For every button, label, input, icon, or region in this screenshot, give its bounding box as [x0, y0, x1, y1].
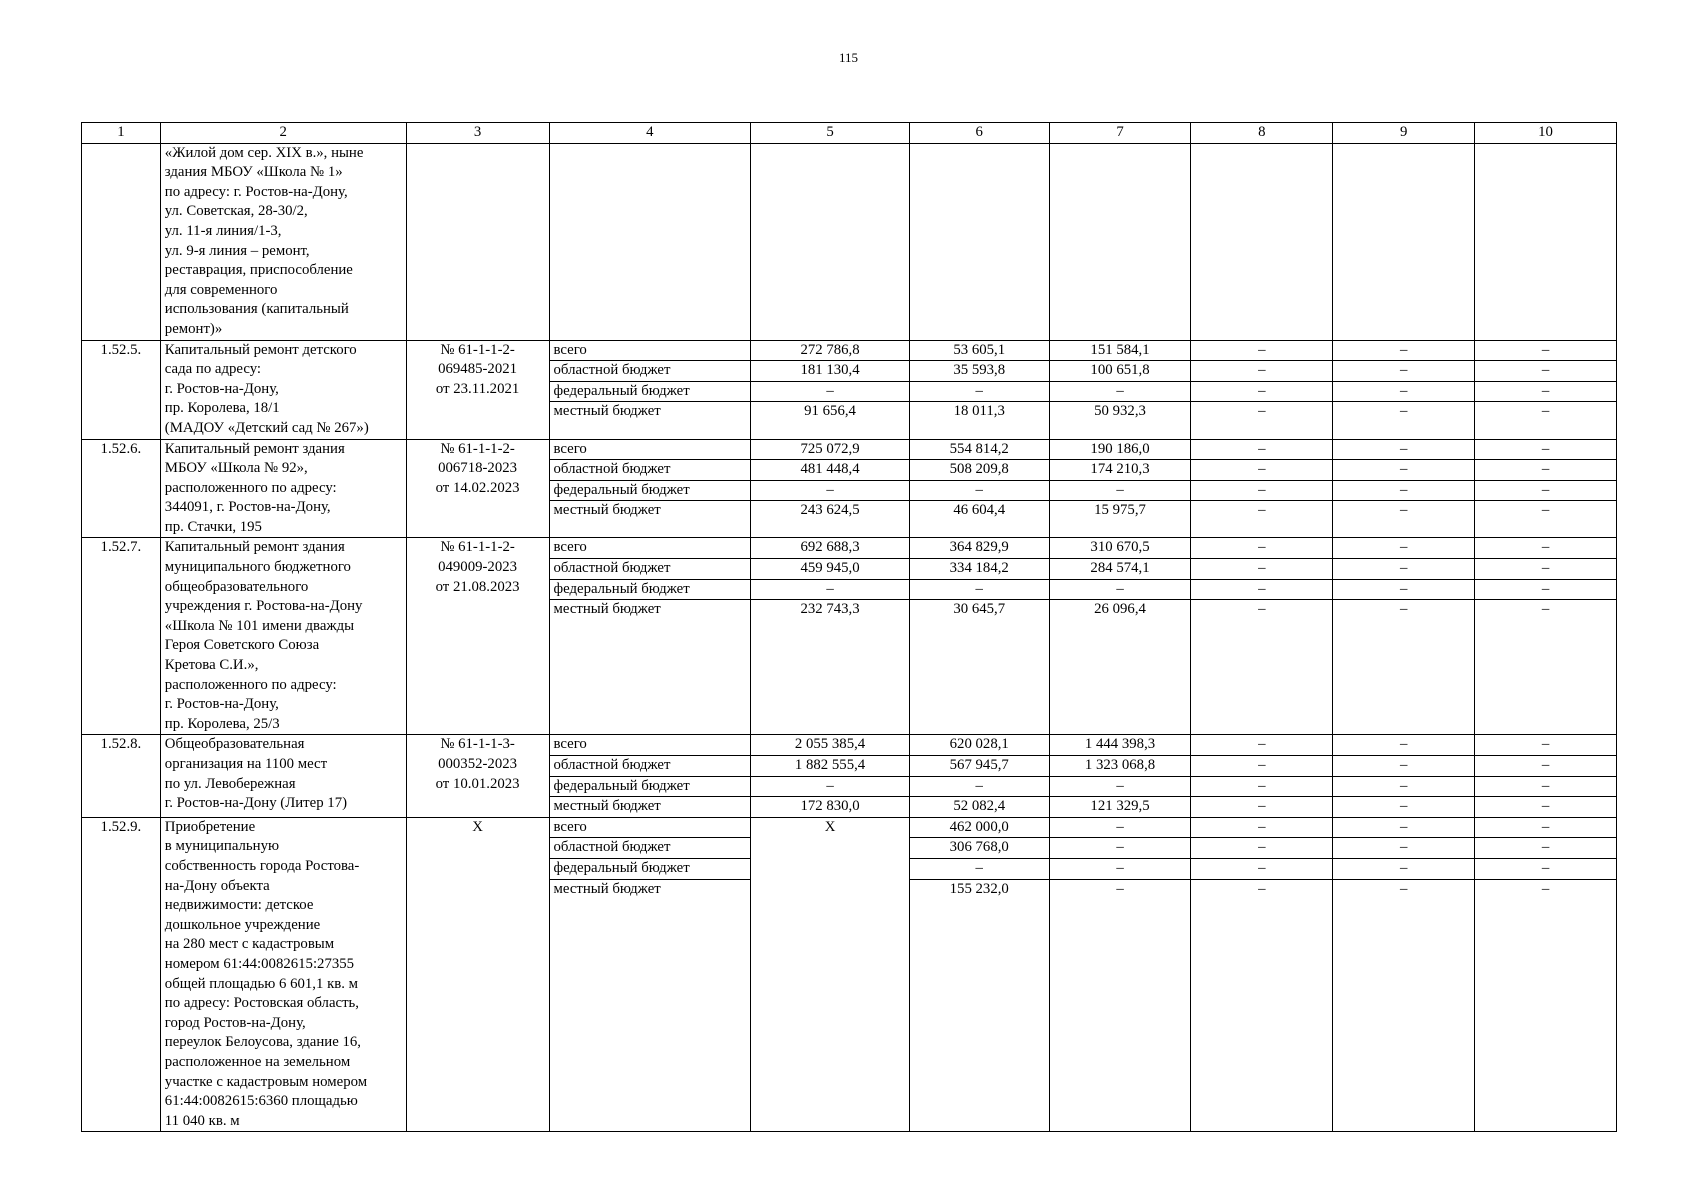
column-header: 10 [1475, 123, 1617, 144]
amount-value: – [1399, 440, 1408, 457]
column-header: 6 [909, 123, 1049, 144]
amount-cell [1049, 817, 1191, 1132]
amount-value: – [751, 579, 909, 600]
amount-value: – [1050, 879, 1191, 900]
column-header: 3 [406, 123, 549, 144]
amount-value: – [1541, 539, 1550, 556]
budget-source-label: областной бюджет [550, 837, 751, 858]
budget-source-label: всего [553, 341, 587, 358]
object-description: «Жилой дом сер. XIX в.», ныне здания МБОУ «Школа № 1» по адресу: г. Ростов-на-Дону, ул. Советская, 28-30/2, ул. 11-я линия/1-3, ул. 9-я линия – ремонт, реставрация, приспособление для современного использования (капитальный ремонт)» [160, 143, 406, 340]
amount-cell-merged: Х [751, 817, 910, 1132]
amount-cell [751, 340, 910, 439]
amount-value: – [1399, 736, 1408, 753]
budget-source-label: областной бюджет [550, 360, 751, 381]
amount-value: – [1050, 480, 1191, 501]
amount-value: – [1399, 818, 1408, 835]
amount-value: – [1191, 500, 1332, 521]
amount-value: – [1475, 776, 1616, 797]
budget-source-label: областной бюджет [550, 755, 751, 776]
amount-cell [1333, 340, 1475, 439]
amount-value: – [1333, 360, 1474, 381]
amount-value: 50 932,3 [1050, 401, 1191, 422]
amount-value: 725 072,9 [800, 440, 860, 457]
amount-value: 18 011,3 [910, 401, 1049, 422]
table-row [82, 735, 1617, 817]
item-number: 1.52.6. [82, 439, 161, 538]
table-row [82, 340, 1617, 439]
amount-cell [1333, 538, 1475, 735]
amount-cell [1191, 817, 1333, 1132]
amount-value: – [1333, 500, 1474, 521]
amount-value: – [1475, 858, 1616, 879]
table-row [82, 439, 1617, 538]
document-number: № 61-1-1-2- 069485-2021 от 23.11.2021 [406, 340, 549, 439]
amount-value: 232 743,3 [751, 599, 909, 620]
amount-value: – [1333, 837, 1474, 858]
amount-value: – [1475, 579, 1616, 600]
amount-value: – [1050, 837, 1191, 858]
amount-value: – [1541, 440, 1550, 457]
empty-cell [549, 143, 751, 340]
document-number: № 61-1-1-2- 006718-2023 от 14.02.2023 [406, 439, 549, 538]
header-row [82, 123, 1617, 144]
amount-value: – [1333, 858, 1474, 879]
amount-value: – [1191, 858, 1332, 879]
amount-cell [1333, 735, 1475, 817]
document-number: № 61-1-1-2- 049009-2023 от 21.08.2023 [406, 538, 549, 735]
amount-cell [1475, 439, 1617, 538]
column-header: 5 [751, 123, 910, 144]
amount-value: – [1258, 736, 1266, 753]
amount-cell [1191, 439, 1333, 538]
budget-source-cell [549, 538, 751, 735]
amount-value: – [1191, 360, 1332, 381]
budget-source-label: федеральный бюджет [550, 480, 751, 501]
amount-cell [1475, 538, 1617, 735]
object-description: Капитальный ремонт детского сада по адресу: г. Ростов-на-Дону, пр. Королева, 18/1 (МАДОУ «Детский сад № 267») [160, 340, 406, 439]
amount-value: – [1191, 879, 1332, 900]
column-header: 2 [160, 123, 406, 144]
amount-value: – [1333, 879, 1474, 900]
amount-value: – [910, 381, 1049, 402]
budget-source-label: областной бюджет [550, 558, 751, 579]
amount-cell [1475, 817, 1617, 1132]
item-number: 1.52.7. [82, 538, 161, 735]
amount-value: 554 814,2 [949, 440, 1009, 457]
amount-value: 190 186,0 [1090, 440, 1150, 457]
amount-value: 181 130,4 [751, 360, 909, 381]
amount-value: – [751, 381, 909, 402]
amount-cell [1049, 340, 1191, 439]
object-description: Капитальный ремонт здания МБОУ «Школа № 92», расположенного по адресу: 344091, г. Ростов-на-Дону, пр. Стачки, 195 [160, 439, 406, 538]
amount-value: – [1541, 341, 1550, 358]
page-number: 115 [838, 50, 859, 65]
amount-value: 508 209,8 [910, 459, 1049, 480]
amount-value: – [1191, 579, 1332, 600]
amount-value: – [1475, 459, 1616, 480]
amount-cell [1333, 439, 1475, 538]
amount-value: – [1475, 360, 1616, 381]
amount-value: 35 593,8 [910, 360, 1049, 381]
amount-value: – [751, 480, 909, 501]
amount-cell [1191, 538, 1333, 735]
column-header: 1 [82, 123, 161, 144]
empty-cell [1191, 143, 1333, 340]
amount-value: – [1475, 796, 1616, 817]
amount-value: – [1541, 818, 1550, 835]
amount-value: 459 945,0 [751, 558, 909, 579]
amount-value: – [1191, 599, 1332, 620]
amount-value: – [751, 776, 909, 797]
amount-value: – [1475, 837, 1616, 858]
amount-value: – [1333, 480, 1474, 501]
amount-value: 91 656,4 [751, 401, 909, 422]
amount-value: – [1050, 858, 1191, 879]
amount-value: – [1191, 755, 1332, 776]
amount-cell [1191, 735, 1333, 817]
amount-value: 243 624,5 [751, 500, 909, 521]
amount-cell [751, 538, 910, 735]
amount-value: – [1191, 837, 1332, 858]
amount-value: 52 082,4 [910, 796, 1049, 817]
amount-value: 1 323 068,8 [1050, 755, 1191, 776]
budget-source-label: областной бюджет [550, 459, 751, 480]
amount-cell [1191, 340, 1333, 439]
amount-value: 310 670,5 [1090, 539, 1150, 556]
amount-value: – [1333, 459, 1474, 480]
amount-value: – [1191, 558, 1332, 579]
amount-value: 100 651,8 [1050, 360, 1191, 381]
amount-value: – [1258, 341, 1266, 358]
amount-cell [909, 817, 1049, 1132]
amount-value: – [1258, 539, 1266, 556]
amount-cell [909, 538, 1049, 735]
amount-cell [909, 735, 1049, 817]
amount-value: – [1333, 558, 1474, 579]
amount-value: 692 688,3 [800, 539, 860, 556]
amount-value: 272 786,8 [800, 341, 860, 358]
amount-cell [751, 735, 910, 817]
amount-value: 567 945,7 [910, 755, 1049, 776]
amount-value: – [1475, 755, 1616, 776]
amount-value: – [1258, 818, 1266, 835]
budget-source-label: федеральный бюджет [550, 776, 751, 797]
amount-cell [1333, 817, 1475, 1132]
budget-source-label: федеральный бюджет [550, 381, 751, 402]
amount-value: – [1191, 459, 1332, 480]
amount-value: – [1333, 755, 1474, 776]
column-header: 4 [549, 123, 751, 144]
amount-value: 53 605,1 [953, 341, 1006, 358]
amount-value: – [1191, 381, 1332, 402]
amount-value: – [1191, 776, 1332, 797]
amount-value: – [1050, 579, 1191, 600]
amount-value: 481 448,4 [751, 459, 909, 480]
budget-source-label: местный бюджет [550, 401, 751, 422]
amount-value: – [910, 858, 1049, 879]
item-number: 1.52.5. [82, 340, 161, 439]
amount-value: 1 882 555,4 [751, 755, 909, 776]
budget-table [81, 122, 1617, 1132]
object-description: Общеобразовательная организация на 1100 мест по ул. Левобережная г. Ростов-на-Дону (Литер 17) [160, 735, 406, 817]
amount-value: 172 830,0 [751, 796, 909, 817]
amount-value: 46 604,4 [910, 500, 1049, 521]
budget-source-cell [549, 817, 751, 1132]
amount-value: – [1191, 401, 1332, 422]
document-number: № 61-1-1-3- 000352-2023 от 10.01.2023 [406, 735, 549, 817]
amount-value: 15 975,7 [1050, 500, 1191, 521]
amount-value: – [1399, 539, 1408, 556]
amount-value: 620 028,1 [949, 736, 1009, 753]
table-row [82, 817, 1617, 1132]
amount-cell [751, 439, 910, 538]
table-row [82, 538, 1617, 735]
amount-cell [1475, 735, 1617, 817]
amount-value: – [910, 579, 1049, 600]
amount-value: – [910, 480, 1049, 501]
amount-value: – [1475, 480, 1616, 501]
item-number: 1.52.8. [82, 735, 161, 817]
amount-value: 2 055 385,4 [794, 736, 866, 753]
amount-value: – [1475, 599, 1616, 620]
amount-cell [909, 439, 1049, 538]
amount-value: – [1333, 381, 1474, 402]
object-description: Приобретение в муниципальную собственность города Ростова- на-Дону объекта недвижимости: детское дошкольное учреждение на 280 мест с кадастровым номером 61:44:0082615:27355 общей площадью 6 601,1 кв. м по адресу: Ростовская область, город Ростов-на-Дону, переулок Белоусова, здание 16, расположенное на земельном участке с кадастровым номером 61:44:0082615:6360 площадью 11 040 кв. м [160, 817, 406, 1132]
empty-cell [1049, 143, 1191, 340]
amount-value: 306 768,0 [910, 837, 1049, 858]
amount-value: – [1333, 599, 1474, 620]
budget-source-cell [549, 340, 751, 439]
empty-cell [909, 143, 1049, 340]
budget-source-label: федеральный бюджет [550, 579, 751, 600]
amount-value: – [1475, 879, 1616, 900]
amount-cell [1049, 735, 1191, 817]
budget-source-label: местный бюджет [550, 879, 751, 900]
amount-value: 151 584,1 [1090, 341, 1150, 358]
amount-value: 155 232,0 [910, 879, 1049, 900]
amount-value: 334 184,2 [910, 558, 1049, 579]
budget-source-label: всего [553, 818, 587, 835]
amount-value: – [1333, 796, 1474, 817]
amount-value: – [1475, 500, 1616, 521]
budget-source-cell [549, 439, 751, 538]
budget-source-cell [549, 735, 751, 817]
item-number [82, 143, 161, 340]
amount-value: – [1191, 796, 1332, 817]
amount-value: – [910, 776, 1049, 797]
item-number: 1.52.9. [82, 817, 161, 1132]
amount-value: – [1475, 401, 1616, 422]
continuation-row [82, 143, 1617, 340]
amount-value: 284 574,1 [1050, 558, 1191, 579]
amount-cell [1049, 439, 1191, 538]
budget-source-label: федеральный бюджет [550, 858, 751, 879]
amount-value: – [1399, 341, 1408, 358]
budget-source-label: всего [553, 539, 587, 556]
empty-cell [406, 143, 549, 340]
amount-cell [909, 340, 1049, 439]
empty-cell [1475, 143, 1617, 340]
amount-value: – [1258, 440, 1266, 457]
amount-value: 1 444 398,3 [1084, 736, 1156, 753]
column-header: 7 [1049, 123, 1191, 144]
amount-value: – [1333, 776, 1474, 797]
empty-cell [1333, 143, 1475, 340]
amount-value: 174 210,3 [1050, 459, 1191, 480]
amount-value: 121 329,5 [1050, 796, 1191, 817]
amount-value: – [1050, 776, 1191, 797]
budget-source-label: местный бюджет [550, 599, 751, 620]
budget-source-label: местный бюджет [550, 796, 751, 817]
object-description: Капитальный ремонт здания муниципального бюджетного общеобразовательного учреждения г. Ростова-на-Дону «Школа № 101 имени дважды Героя Советского Союза Кретова С.И.», расположенного по адресу: г. Ростов-на-Дону, пр. Королева, 25/3 [160, 538, 406, 735]
amount-value: – [1475, 381, 1616, 402]
amount-value: 462 000,0 [949, 818, 1009, 835]
document-number: Х [406, 817, 549, 1132]
empty-cell [751, 143, 910, 340]
amount-cell [1049, 538, 1191, 735]
amount-value: – [1333, 579, 1474, 600]
amount-value: 364 829,9 [949, 539, 1009, 556]
amount-value: – [1541, 736, 1550, 753]
amount-cell [1475, 340, 1617, 439]
column-header: 9 [1333, 123, 1475, 144]
amount-value: 30 645,7 [910, 599, 1049, 620]
budget-source-label: местный бюджет [550, 500, 751, 521]
amount-value: – [1050, 381, 1191, 402]
amount-value: 26 096,4 [1050, 599, 1191, 620]
table-body [82, 123, 1617, 1132]
budget-source-label: всего [553, 736, 587, 753]
amount-value: – [1191, 480, 1332, 501]
column-header: 8 [1191, 123, 1333, 144]
amount-value: – [1333, 401, 1474, 422]
budget-source-label: всего [553, 440, 587, 457]
amount-value: – [1475, 558, 1616, 579]
amount-value: – [1116, 818, 1124, 835]
